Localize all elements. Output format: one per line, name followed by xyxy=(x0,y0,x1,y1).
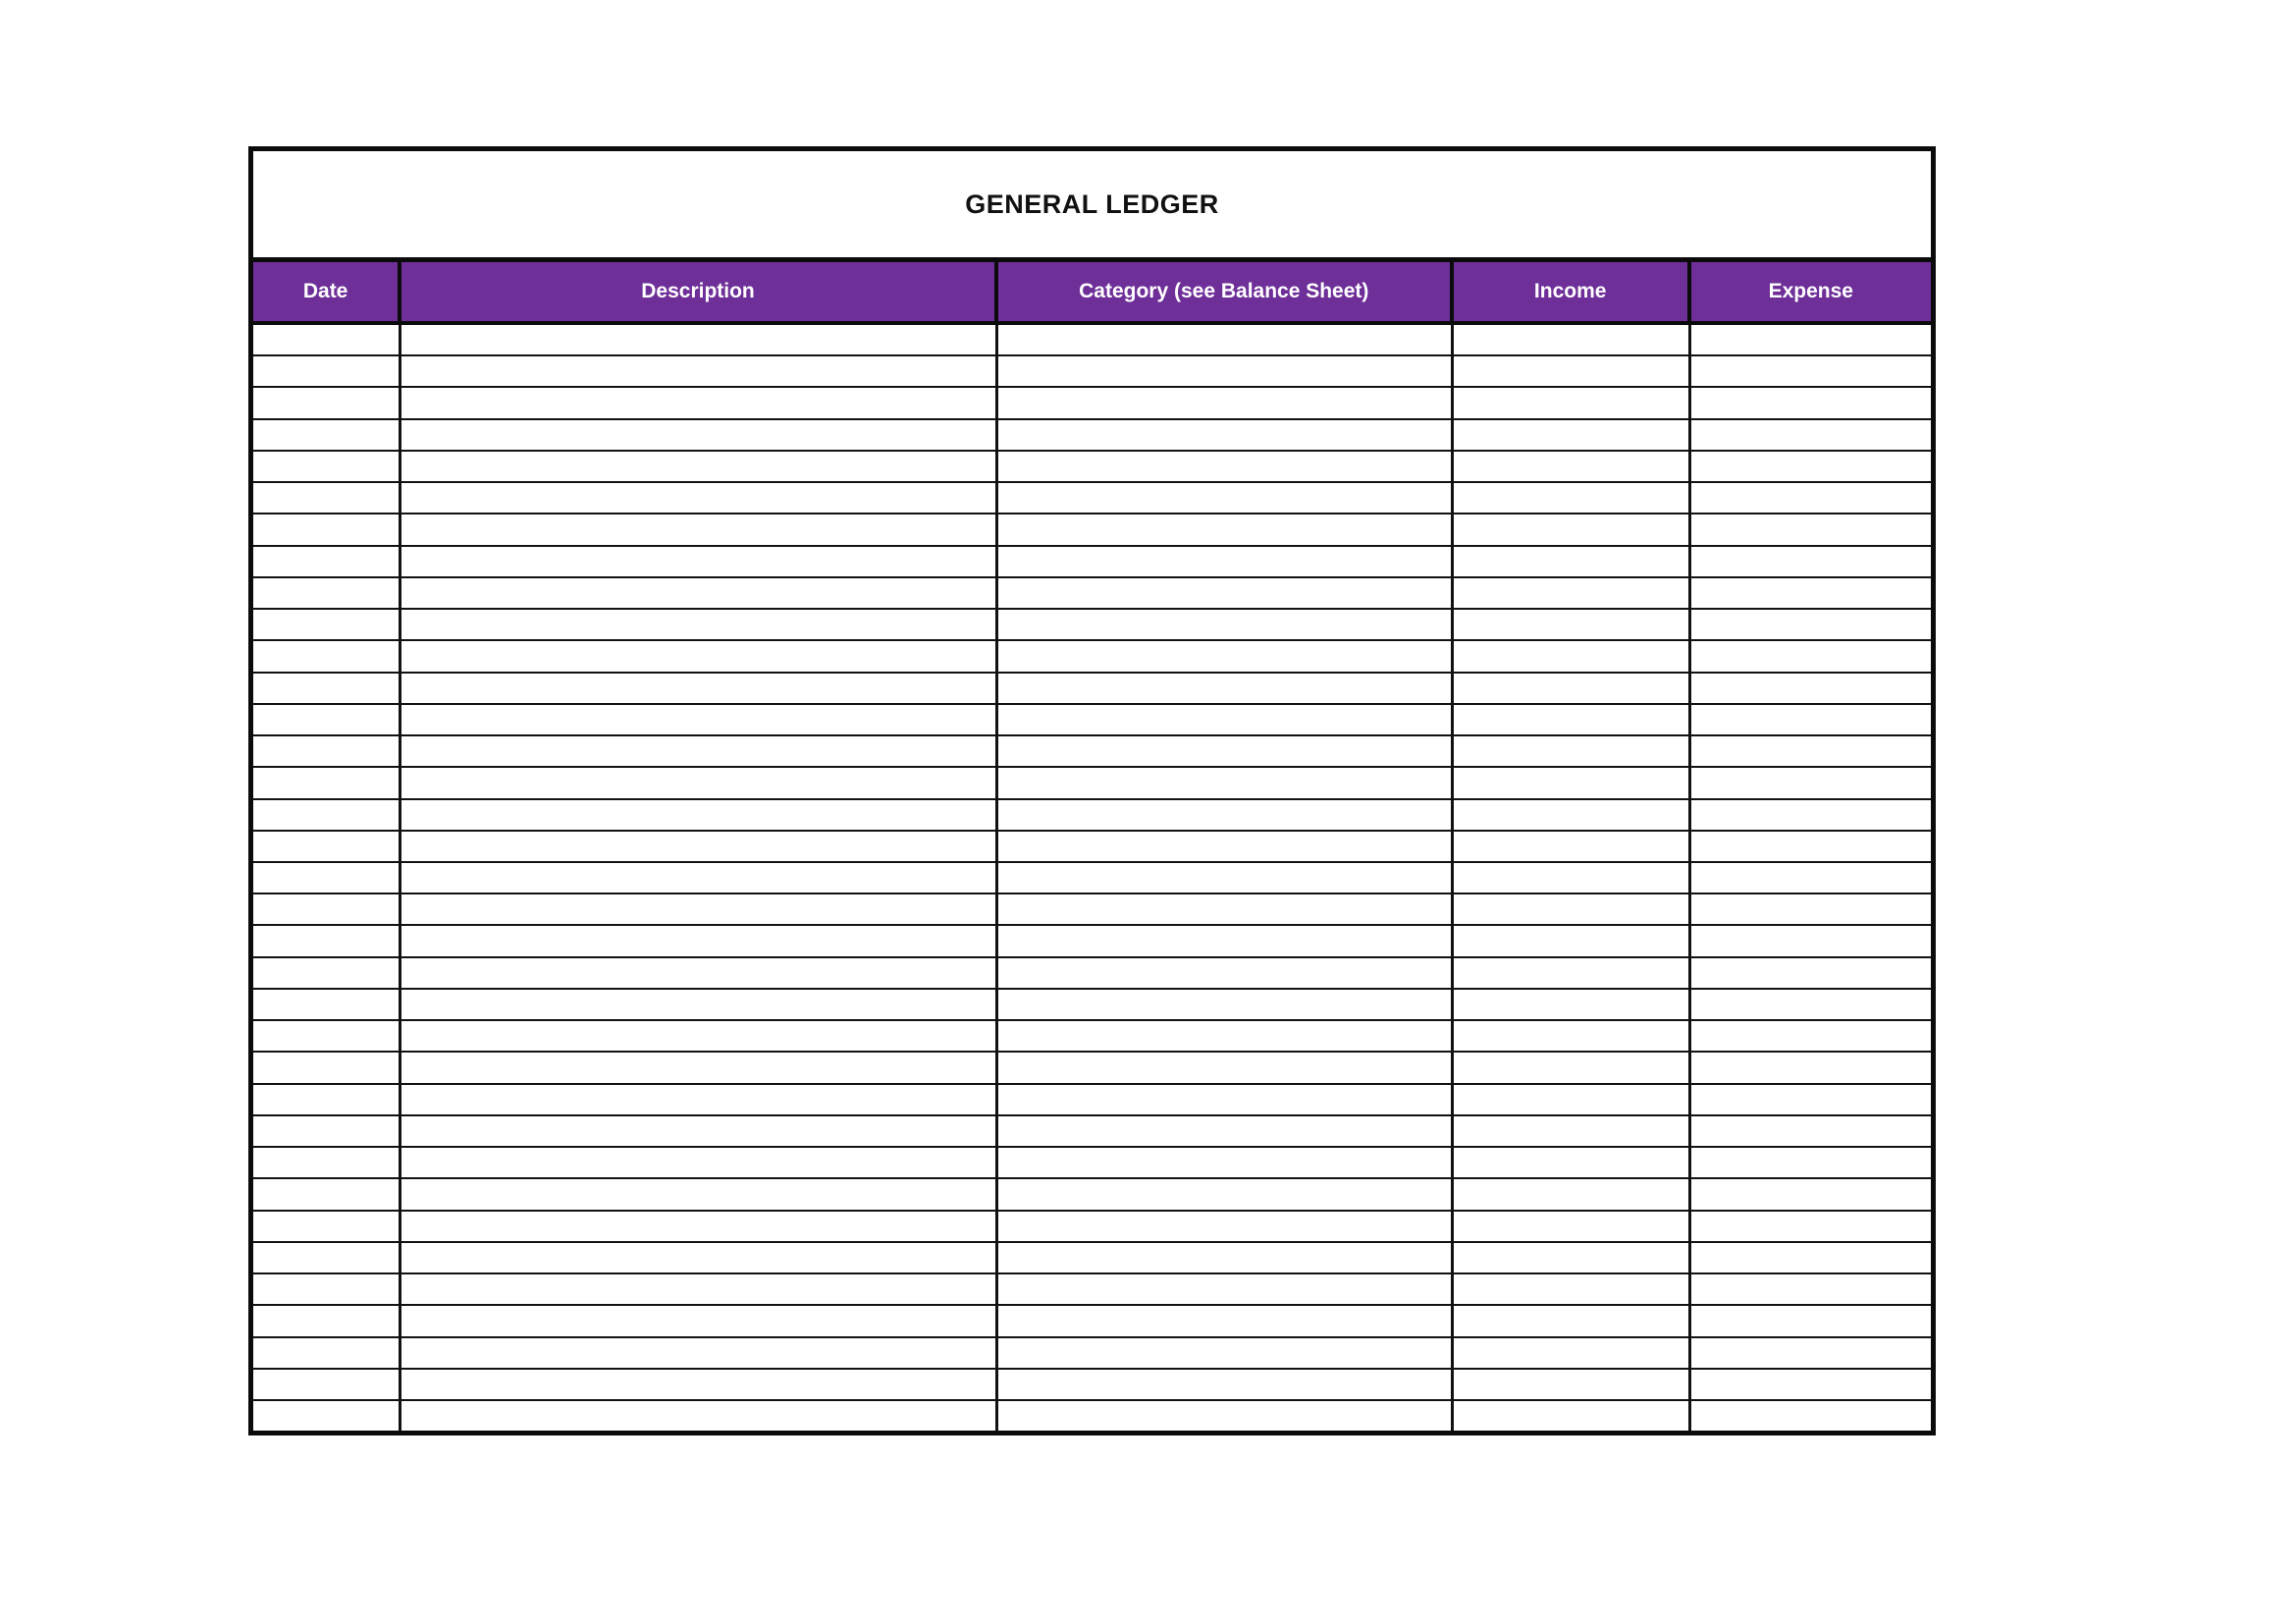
ledger-cell-category-see-balance-sheet[interactable] xyxy=(998,483,1454,513)
ledger-cell-category-see-balance-sheet[interactable] xyxy=(998,894,1454,924)
ledger-cell-income[interactable] xyxy=(1454,1370,1691,1399)
ledger-cell-income[interactable] xyxy=(1454,736,1691,766)
ledger-cell-category-see-balance-sheet[interactable] xyxy=(998,832,1454,861)
ledger-cell-income[interactable] xyxy=(1454,1021,1691,1051)
ledger-cell-expense[interactable] xyxy=(1691,736,1931,766)
ledger-cell-expense[interactable] xyxy=(1691,1085,1931,1114)
ledger-cell-date[interactable] xyxy=(253,674,401,703)
ledger-cell-category-see-balance-sheet[interactable] xyxy=(998,958,1454,988)
ledger-cell-date[interactable] xyxy=(253,894,401,924)
ledger-cell-description[interactable] xyxy=(401,863,998,893)
ledger-cell-category-see-balance-sheet[interactable] xyxy=(998,1148,1454,1177)
ledger-cell-description[interactable] xyxy=(401,832,998,861)
ledger-cell-date[interactable] xyxy=(253,863,401,893)
ledger-cell-income[interactable] xyxy=(1454,325,1691,354)
ledger-cell-income[interactable] xyxy=(1454,1243,1691,1272)
ledger-cell-income[interactable] xyxy=(1454,356,1691,386)
ledger-cell-category-see-balance-sheet[interactable] xyxy=(998,578,1454,608)
ledger-cell-expense[interactable] xyxy=(1691,1306,1931,1335)
ledger-cell-income[interactable] xyxy=(1454,483,1691,513)
ledger-cell-income[interactable] xyxy=(1454,1148,1691,1177)
table-row xyxy=(253,1274,1931,1306)
ledger-cell-category-see-balance-sheet[interactable] xyxy=(998,641,1454,671)
ledger-cell-description[interactable] xyxy=(401,1116,998,1146)
ledger-cell-date[interactable] xyxy=(253,990,401,1019)
column-header-expense: Expense xyxy=(1691,262,1931,321)
ledger-cell-date[interactable] xyxy=(253,926,401,955)
ledger-cell-expense[interactable] xyxy=(1691,705,1931,734)
ledger-cell-description[interactable] xyxy=(401,452,998,481)
ledger-cell-expense[interactable] xyxy=(1691,420,1931,450)
ledger-cell-category-see-balance-sheet[interactable] xyxy=(998,1338,1454,1368)
ledger-cell-category-see-balance-sheet[interactable] xyxy=(998,1370,1454,1399)
table-row xyxy=(253,1021,1931,1053)
ledger-cell-date[interactable] xyxy=(253,705,401,734)
ledger-cell-expense[interactable] xyxy=(1691,1338,1931,1368)
ledger-cell-description[interactable] xyxy=(401,1401,998,1431)
ledger-cell-description[interactable] xyxy=(401,705,998,734)
table-row xyxy=(253,483,1931,514)
ledger-cell-date[interactable] xyxy=(253,958,401,988)
ledger-cell-category-see-balance-sheet[interactable] xyxy=(998,1085,1454,1114)
ledger-cell-description[interactable] xyxy=(401,514,998,544)
table-row xyxy=(253,1370,1931,1401)
ledger-cell-date[interactable] xyxy=(253,1021,401,1051)
ledger-cell-expense[interactable] xyxy=(1691,990,1931,1019)
table-row xyxy=(253,990,1931,1021)
ledger-cell-date[interactable] xyxy=(253,547,401,576)
ledger-cell-date[interactable] xyxy=(253,452,401,481)
table-row xyxy=(253,894,1931,926)
table-row xyxy=(253,800,1931,832)
ledger-cell-description[interactable] xyxy=(401,1243,998,1272)
table-row xyxy=(253,578,1931,610)
ledger-cell-category-see-balance-sheet[interactable] xyxy=(998,705,1454,734)
column-header-date: Date xyxy=(253,262,401,321)
ledger-cell-description[interactable] xyxy=(401,356,998,386)
ledger-cell-description[interactable] xyxy=(401,1053,998,1082)
ledger-cell-category-see-balance-sheet[interactable] xyxy=(998,452,1454,481)
ledger-cell-category-see-balance-sheet[interactable] xyxy=(998,610,1454,639)
ledger-cell-category-see-balance-sheet[interactable] xyxy=(998,1274,1454,1304)
ledger-cell-date[interactable] xyxy=(253,1306,401,1335)
ledger-cell-expense[interactable] xyxy=(1691,1116,1931,1146)
ledger-cell-income[interactable] xyxy=(1454,990,1691,1019)
ledger-cell-date[interactable] xyxy=(253,610,401,639)
table-row xyxy=(253,736,1931,768)
ledger-cell-expense[interactable] xyxy=(1691,1179,1931,1209)
table-row xyxy=(253,420,1931,452)
ledger-cell-income[interactable] xyxy=(1454,1116,1691,1146)
table-row xyxy=(253,1306,1931,1337)
ledger-cell-date[interactable] xyxy=(253,1085,401,1114)
ledger-cell-description[interactable] xyxy=(401,388,998,417)
ledger-cell-date[interactable] xyxy=(253,1370,401,1399)
ledger-cell-income[interactable] xyxy=(1454,610,1691,639)
ledger-cell-description[interactable] xyxy=(401,1021,998,1051)
ledger-cell-expense[interactable] xyxy=(1691,1274,1931,1304)
ledger-cell-category-see-balance-sheet[interactable] xyxy=(998,863,1454,893)
ledger-cell-expense[interactable] xyxy=(1691,894,1931,924)
ledger-cell-description[interactable] xyxy=(401,1274,998,1304)
ledger-cell-date[interactable] xyxy=(253,483,401,513)
ledger-cell-category-see-balance-sheet[interactable] xyxy=(998,1306,1454,1335)
ledger-cell-description[interactable] xyxy=(401,420,998,450)
ledger-cell-income[interactable] xyxy=(1454,894,1691,924)
ledger-cell-category-see-balance-sheet[interactable] xyxy=(998,800,1454,830)
table-row xyxy=(253,514,1931,546)
ledger-cell-category-see-balance-sheet[interactable] xyxy=(998,1212,1454,1241)
column-header-description: Description xyxy=(401,262,998,321)
ledger-cell-expense[interactable] xyxy=(1691,1148,1931,1177)
ledger-cell-expense[interactable] xyxy=(1691,514,1931,544)
ledger-cell-expense[interactable] xyxy=(1691,547,1931,576)
ledger-cell-expense[interactable] xyxy=(1691,1243,1931,1272)
ledger-cell-income[interactable] xyxy=(1454,452,1691,481)
ledger-cell-income[interactable] xyxy=(1454,674,1691,703)
table-row xyxy=(253,1053,1931,1084)
ledger-cell-date[interactable] xyxy=(253,1148,401,1177)
table-row xyxy=(253,958,1931,990)
ledger-cell-date[interactable] xyxy=(253,736,401,766)
table-row xyxy=(253,388,1931,419)
table-row xyxy=(253,926,1931,957)
ledger-cell-income[interactable] xyxy=(1454,958,1691,988)
ledger-cell-expense[interactable] xyxy=(1691,578,1931,608)
ledger-cell-date[interactable] xyxy=(253,356,401,386)
ledger-cell-description[interactable] xyxy=(401,674,998,703)
ledger-cell-expense[interactable] xyxy=(1691,1212,1931,1241)
ledger-cell-category-see-balance-sheet[interactable] xyxy=(998,1116,1454,1146)
ledger-cell-category-see-balance-sheet[interactable] xyxy=(998,1179,1454,1209)
ledger-cell-description[interactable] xyxy=(401,547,998,576)
column-header-income: Income xyxy=(1454,262,1691,321)
ledger-cell-category-see-balance-sheet[interactable] xyxy=(998,1021,1454,1051)
ledger-cell-income[interactable] xyxy=(1454,514,1691,544)
ledger-cell-expense[interactable] xyxy=(1691,674,1931,703)
ledger-cell-income[interactable] xyxy=(1454,547,1691,576)
ledger-cell-category-see-balance-sheet[interactable] xyxy=(998,388,1454,417)
ledger-cell-description[interactable] xyxy=(401,1179,998,1209)
table-row xyxy=(253,674,1931,705)
ledger-cell-expense[interactable] xyxy=(1691,356,1931,386)
ledger-cell-income[interactable] xyxy=(1454,578,1691,608)
ledger-cell-description[interactable] xyxy=(401,610,998,639)
ledger-cell-income[interactable] xyxy=(1454,388,1691,417)
ledger-cell-description[interactable] xyxy=(401,325,998,354)
ledger-cell-income[interactable] xyxy=(1454,1401,1691,1431)
ledger-cell-description[interactable] xyxy=(401,768,998,797)
ledger-cell-category-see-balance-sheet[interactable] xyxy=(998,674,1454,703)
ledger-cell-category-see-balance-sheet[interactable] xyxy=(998,514,1454,544)
ledger-cell-description[interactable] xyxy=(401,641,998,671)
ledger-cell-description[interactable] xyxy=(401,894,998,924)
ledger-cell-date[interactable] xyxy=(253,514,401,544)
ledger-cell-income[interactable] xyxy=(1454,1274,1691,1304)
ledger-cell-category-see-balance-sheet[interactable] xyxy=(998,1243,1454,1272)
ledger-cell-date[interactable] xyxy=(253,800,401,830)
table-row xyxy=(253,356,1931,388)
ledger-cell-category-see-balance-sheet[interactable] xyxy=(998,990,1454,1019)
table-body xyxy=(253,325,1931,1431)
ledger-cell-category-see-balance-sheet[interactable] xyxy=(998,926,1454,955)
ledger-cell-expense[interactable] xyxy=(1691,610,1931,639)
ledger-cell-category-see-balance-sheet[interactable] xyxy=(998,736,1454,766)
ledger-cell-expense[interactable] xyxy=(1691,1021,1931,1051)
ledger-cell-income[interactable] xyxy=(1454,1085,1691,1114)
ledger-cell-date[interactable] xyxy=(253,578,401,608)
ledger-cell-income[interactable] xyxy=(1454,1306,1691,1335)
table-row xyxy=(253,863,1931,894)
ledger-cell-expense[interactable] xyxy=(1691,452,1931,481)
ledger-cell-date[interactable] xyxy=(253,1243,401,1272)
ledger-cell-income[interactable] xyxy=(1454,1212,1691,1241)
ledger-cell-description[interactable] xyxy=(401,578,998,608)
column-header-category-see-balance-sheet: Category (see Balance Sheet) xyxy=(998,262,1454,321)
ledger-cell-date[interactable] xyxy=(253,1274,401,1304)
table-row xyxy=(253,768,1931,799)
ledger-cell-expense[interactable] xyxy=(1691,863,1931,893)
ledger-cell-expense[interactable] xyxy=(1691,483,1931,513)
table-row xyxy=(253,610,1931,641)
table-row xyxy=(253,452,1931,483)
ledger-cell-date[interactable] xyxy=(253,1212,401,1241)
ledger-cell-description[interactable] xyxy=(401,1338,998,1368)
ledger-cell-income[interactable] xyxy=(1454,1053,1691,1082)
ledger-cell-date[interactable] xyxy=(253,1116,401,1146)
table-title: GENERAL LEDGER xyxy=(965,189,1219,219)
ledger-cell-category-see-balance-sheet[interactable] xyxy=(998,768,1454,797)
table-row xyxy=(253,1338,1931,1370)
ledger-cell-income[interactable] xyxy=(1454,1179,1691,1209)
table-header-row xyxy=(253,262,1931,325)
table-row xyxy=(253,1179,1931,1211)
table-title-band xyxy=(253,151,1931,262)
ledger-cell-expense[interactable] xyxy=(1691,768,1931,797)
ledger-cell-expense[interactable] xyxy=(1691,800,1931,830)
ledger-cell-expense[interactable] xyxy=(1691,1401,1931,1431)
ledger-cell-date[interactable] xyxy=(253,1179,401,1209)
general-ledger-table xyxy=(248,146,1936,1435)
table-row xyxy=(253,641,1931,673)
ledger-cell-expense[interactable] xyxy=(1691,958,1931,988)
ledger-cell-income[interactable] xyxy=(1454,705,1691,734)
table-row xyxy=(253,1148,1931,1179)
ledger-cell-date[interactable] xyxy=(253,832,401,861)
ledger-cell-expense[interactable] xyxy=(1691,1053,1931,1082)
ledger-cell-date[interactable] xyxy=(253,1401,401,1431)
ledger-cell-category-see-balance-sheet[interactable] xyxy=(998,325,1454,354)
ledger-cell-description[interactable] xyxy=(401,1148,998,1177)
ledger-cell-category-see-balance-sheet[interactable] xyxy=(998,356,1454,386)
ledger-cell-description[interactable] xyxy=(401,958,998,988)
ledger-cell-category-see-balance-sheet[interactable] xyxy=(998,547,1454,576)
table-row xyxy=(253,1401,1931,1431)
ledger-cell-income[interactable] xyxy=(1454,800,1691,830)
ledger-cell-expense[interactable] xyxy=(1691,325,1931,354)
table-row xyxy=(253,325,1931,356)
ledger-cell-date[interactable] xyxy=(253,325,401,354)
ledger-cell-income[interactable] xyxy=(1454,768,1691,797)
ledger-cell-date[interactable] xyxy=(253,768,401,797)
ledger-cell-expense[interactable] xyxy=(1691,388,1931,417)
table-row xyxy=(253,1243,1931,1274)
ledger-cell-date[interactable] xyxy=(253,641,401,671)
ledger-cell-category-see-balance-sheet[interactable] xyxy=(998,420,1454,450)
ledger-cell-income[interactable] xyxy=(1454,863,1691,893)
ledger-cell-income[interactable] xyxy=(1454,641,1691,671)
table-row xyxy=(253,1085,1931,1116)
table-row xyxy=(253,1212,1931,1243)
ledger-cell-category-see-balance-sheet[interactable] xyxy=(998,1401,1454,1431)
table-row xyxy=(253,832,1931,863)
table-row xyxy=(253,547,1931,578)
ledger-cell-description[interactable] xyxy=(401,990,998,1019)
ledger-cell-description[interactable] xyxy=(401,926,998,955)
table-row xyxy=(253,705,1931,736)
ledger-cell-description[interactable] xyxy=(401,1306,998,1335)
ledger-cell-description[interactable] xyxy=(401,1085,998,1114)
ledger-cell-date[interactable] xyxy=(253,1338,401,1368)
ledger-cell-income[interactable] xyxy=(1454,420,1691,450)
table-row xyxy=(253,1116,1931,1148)
ledger-cell-description[interactable] xyxy=(401,736,998,766)
ledger-cell-description[interactable] xyxy=(401,1212,998,1241)
ledger-cell-description[interactable] xyxy=(401,1370,998,1399)
ledger-cell-income[interactable] xyxy=(1454,926,1691,955)
ledger-cell-date[interactable] xyxy=(253,388,401,417)
ledger-cell-expense[interactable] xyxy=(1691,832,1931,861)
ledger-cell-income[interactable] xyxy=(1454,1338,1691,1368)
ledger-cell-description[interactable] xyxy=(401,483,998,513)
ledger-cell-date[interactable] xyxy=(253,420,401,450)
ledger-cell-expense[interactable] xyxy=(1691,641,1931,671)
ledger-cell-category-see-balance-sheet[interactable] xyxy=(998,1053,1454,1082)
ledger-cell-description[interactable] xyxy=(401,800,998,830)
ledger-cell-date[interactable] xyxy=(253,1053,401,1082)
ledger-cell-expense[interactable] xyxy=(1691,1370,1931,1399)
ledger-cell-income[interactable] xyxy=(1454,832,1691,861)
ledger-cell-expense[interactable] xyxy=(1691,926,1931,955)
